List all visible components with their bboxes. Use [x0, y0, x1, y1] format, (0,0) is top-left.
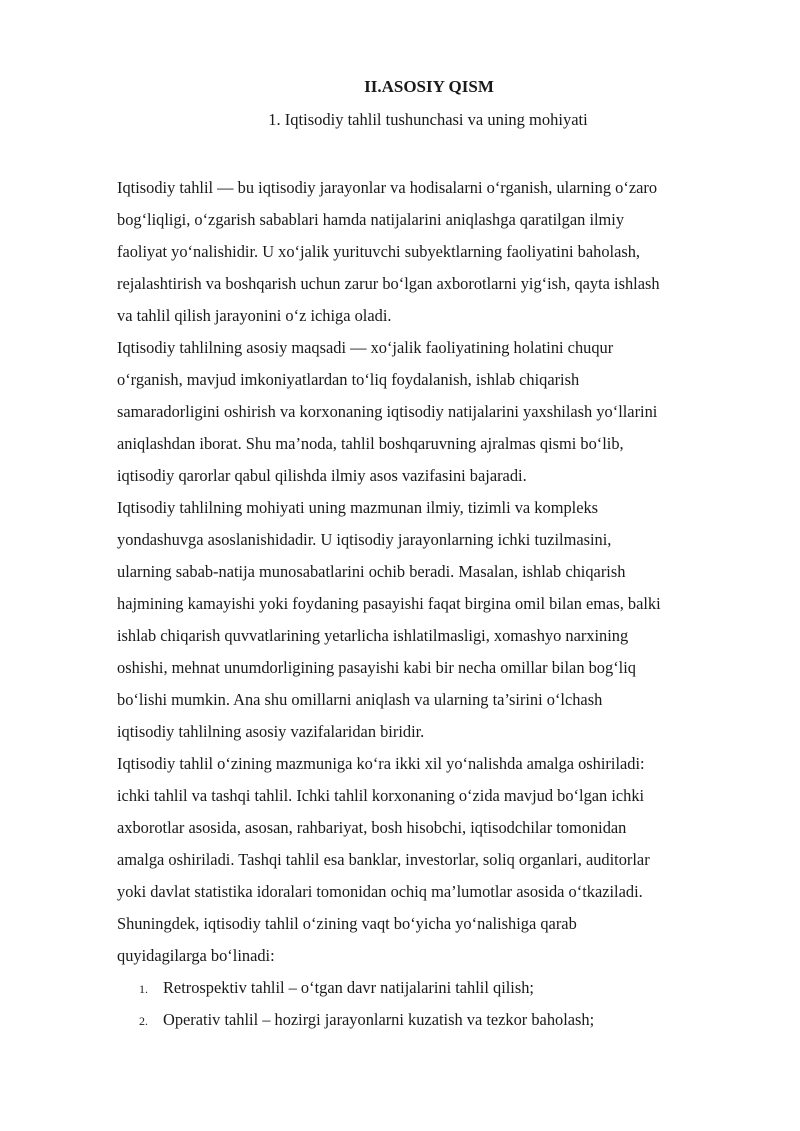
text-line: samaradorligini oshirish va korxonaning iqtisodiy natijalarini yaxshilash yo‘llarini: [117, 402, 658, 421]
text-line: Shuningdek, iqtisodiy tahlil o‘zining vaqt bo‘yicha yo‘nalishiga qarab: [117, 914, 577, 933]
text-line: axborotlar asosida, asosan, rahbariyat, bosh hisobchi, iqtisodchilar tomonidan: [117, 818, 627, 837]
list-item: [117, 972, 747, 1004]
text-line: iqtisodiy tahlilning asosiy vazifalaridan biridir.: [117, 722, 425, 741]
text-line: Iqtisodiy tahlilning asosiy maqsadi — xo‘jalik faoliyatining holatini chuqur: [117, 338, 614, 357]
text-line: bo‘lishi mumkin. Ana shu omillarni aniqlash va ularning ta’sirini o‘lchash: [117, 690, 603, 709]
text-line: oshishi, mehnat unumdorligining pasayishi kabi bir necha omillar bilan bog‘liq: [117, 658, 636, 677]
text-line: bog‘liqligi, o‘zgarish sabablari hamda natijalarini aniqlashga qaratilgan ilmiy: [117, 210, 625, 229]
text-line: amalga oshiriladi. Tashqi tahlil esa banklar, investorlar, soliq organlari, auditorlar: [117, 850, 650, 869]
text-line: iqtisodiy qarorlar qabul qilishda ilmiy asos vazifasini bajaradi.: [117, 466, 527, 485]
text-line: o‘rganish, mavjud imkoniyatlardan to‘liq foydalanish, ishlab chiqarish: [117, 370, 580, 389]
text-line: ishlab chiqarish quvvatlarining yetarlicha ishlatilmasligi, xomashyo narxining: [117, 626, 629, 645]
list-item-text: Operativ tahlil – hozirgi jarayonlarni kuzatish va tezkor baholash;: [163, 1010, 595, 1029]
subsection-title: 1. Iqtisodiy tahlil tushunchasi va uning mohiyati: [268, 110, 588, 129]
list-item: [117, 1004, 747, 1036]
section-heading: II.ASOSIY QISM: [364, 77, 494, 96]
text-line: Iqtisodiy tahlil — bu iqtisodiy jarayonlar va hodisalarni o‘rganish, ularning o‘zaro: [117, 178, 658, 197]
text-line: rejalashtirish va boshqarish uchun zarur bo‘lgan axborotlarni yig‘ish, qayta ishlash: [117, 274, 660, 293]
list-item-text: Retrospektiv tahlil – o‘tgan davr natijalarini tahlil qilish;: [163, 978, 534, 997]
text-line: Iqtisodiy tahlil o‘zining mazmuniga ko‘ra ikki xil yo‘nalishda amalga oshiriladi:: [117, 754, 645, 773]
text-line: ularning sabab-natija munosabatlarini ochib beradi. Masalan, ishlab chiqarish: [117, 562, 626, 581]
list-number: 1.: [139, 982, 148, 996]
text-line: yoki davlat statistika idoralari tomonidan ochiq ma’lumotlar asosida o‘tkaziladi.: [117, 882, 643, 901]
text-line: faoliyat yo‘nalishidir. U xo‘jalik yurituvchi subyektlarning faoliyatini baholash,: [117, 242, 641, 261]
body-text: [117, 172, 747, 1036]
text-line: ichki tahlil va tashqi tahlil. Ichki tahlil korxonaning o‘zida mavjud bo‘lgan ichki: [117, 786, 645, 805]
list-number: 2.: [139, 1014, 148, 1028]
text-line: Iqtisodiy tahlilning mohiyati uning mazmunan ilmiy, tizimli va kompleks: [117, 498, 599, 517]
text-line: hajmining kamayishi yoki foydaning pasayishi faqat birgina omil bilan emas, balki: [117, 594, 661, 613]
text-line: va tahlil qilish jarayonini o‘z ichiga oladi.: [117, 306, 392, 325]
text-line: quyidagilarga bo‘linadi:: [117, 946, 275, 965]
text-line: aniqlashdan iborat. Shu ma’noda, tahlil boshqaruvning ajralmas qismi bo‘lib,: [117, 434, 624, 453]
text-line: yondashuvga asoslanishidadir. U iqtisodiy jarayonlarning ichki tuzilmasini,: [117, 530, 612, 549]
